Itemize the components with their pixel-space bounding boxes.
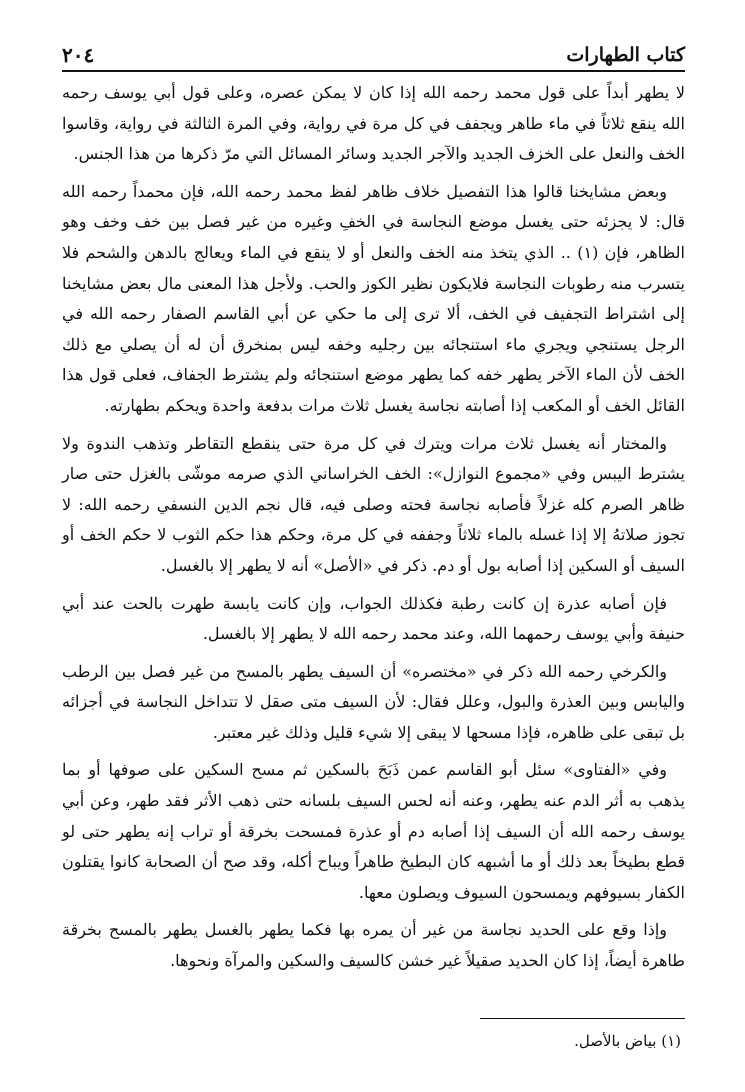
page-number: ٢٠٤ [62,43,95,67]
book-title: كتاب الطهارات [566,44,685,66]
footnote: (١) بياض بالأصل. [574,1032,681,1050]
body-text [62,78,685,977]
header-divider [62,70,685,72]
paragraph-2: وبعض مشايخنا قالوا هذا التفصيل خلاف ظاهر لفظ محمد رحمه الله، فإن محمداً رحمه الله قال: لا يجزئه حتى يغسل موضع النجاسة في الخفِ وغيره من غير فصل بين خف وخف وهو الظاهر، فإن (١) .. الذي يتخذ منه الخف والنعل أو لا ينقع في الماء ويعالج بالدهن والشحم فلا يتسرب منه رطوبات النجاسة فلايكون نظير الكوز والحب. ولأجل هذا المعنى مال بعض مشايخنا إلى اشتراط التجفيف في الخف، ألا ترى إلى ما حكي عن أبي القاسم الصفار رحمه الله في الرجل يستنجي ويجري ماء استنجائه بين رجليه وخفه ليس بمنخرق أن له أن يصلي مع ذلك الخف لأن الماء الآخر يطهر خفه كما يطهر موضع استنجائه ولم يشترط الجفاف، فعلى قول هذا القائل الخف أو المكعب إذا أصابته نجاسة يغسل ثلاث مرات بدفعة واحدة ويحكم بطهارته. [62,181,686,415]
paragraph-1: لا يطهر أبداً على قول محمد رحمه الله إذا كان لا يمكن عصره، وعلى قول أبي يوسف رحمه الله ينقع ثلاثاً في ماء طاهر ويجفف في كل مرة في رواية، وفي المرة الثالثة في رواية، وقاسوا الخف والنعل على الخزف الجديد والآجر الجديد وسائر المسائل التي مرّ ذكرها من هذا الجنس. [62,83,685,164]
running-header [62,34,685,68]
paragraph-3: والمختار أنه يغسل ثلاث مرات ويترك في كل مرة حتى ينقطع التقاطر وتذهب الندوة ولا يشترط اليبس وفي «مجموع النوازل»: الخف الخراساني الذي صرمه موشّى بالغزل حتى صار ظاهر الصرم كله غزلاً فأصابه نجاسة فحته وصلى فيه، قال نجم الدين النسفي رحمه الله: لا تجوز صلاتهُ إلا إذا غسله بالماء ثلاثاً وجففه في كل مرة، وحكم هذا حكم الثوب لا حكم الخف أو السيف أو السكين إذا أصابه بول أو دم. ذكر في «الأصل» أنه لا يطهر إلا بالغسل. [62,433,685,575]
paragraph-5: والكرخي رحمه الله ذكر في «مختصره» أن السيف يطهر بالمسح من غير فصل بين الرطب واليابس وبين العذرة والبول، وعلل فقال: لأن السيف متى صقل لا تتداخل النجاسة في أجزائه بل تبقى على ظاهره، فإذا مسحها لا يبقى إلا شيء قليل وذلك غير معتبر. [62,661,685,742]
paragraph-4: فإن أصابه عذرة إن كانت رطبة فكذلك الجواب، وإن كانت يابسة طهرت بالحت عند أبي حنيفة وأبي يوسف رحمهما الله، وعند محمد رحمه الله لا يطهر إلا بالغسل. [62,593,685,644]
paragraph-7: وإذا وقع على الحديد نجاسة من غير أن يمره بها فكما يطهر بالغسل يطهر بالمسح بخرقة طاهرة أيضاً، إذا كان الحديد صقيلاً غير خشن كالسيف والسكين والمرآة ونحوها. [62,920,685,971]
paragraph-6: وفي «الفتاوى» سئل أبو القاسم عمن ذَبَحَ بالسكين ثم مسح السكين على صوفها أو بما يذهب به أثر الدم عنه يطهر، وعنه أنه لحس السيف بلسانه حتى ذهب الأثر فقد طهر، وعن أبي يوسف رحمه الله أن السيف إذا أصابه دم أو عذرة فمسحت بخرقة أو تراب إنه يطهر حتى لو قطع بطيخاً بعد ذلك أو ما أشبهه كان البطيخ طاهراً ويباح أكله، وقد صح أن الصحابة كانوا يقتلون الكفار بسيوفهم ويمسحون السيوف ويصلون معها. [62,760,686,902]
footnote-divider [480,1018,685,1019]
